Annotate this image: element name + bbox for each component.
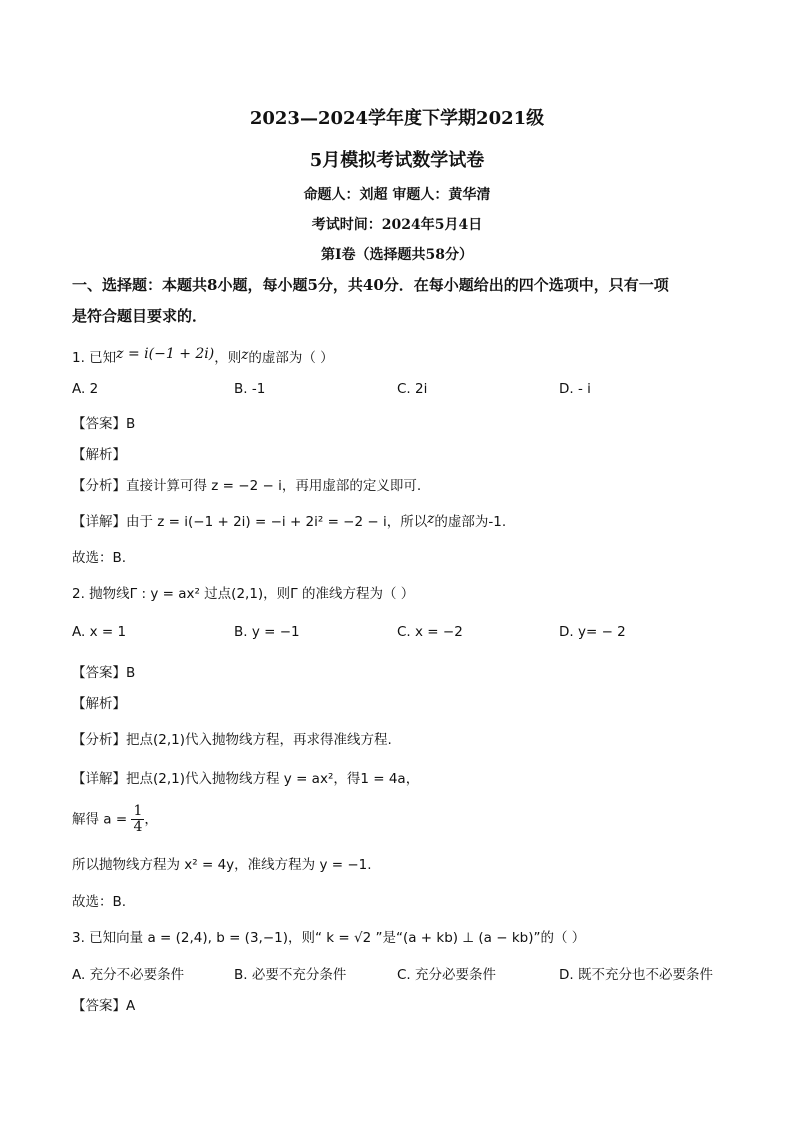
q1-xiangjie-text: 由于 z = i(−1 + 2i) = −i + 2i² = −2 − i，所以	[126, 514, 428, 530]
exam-authors: 命题人：刘超 审题人：黄华清	[303, 187, 491, 203]
q1-xiangjie-var: z	[427, 511, 435, 527]
answer-label: 【答案】	[72, 665, 126, 681]
answer-label: 【答案】	[72, 416, 126, 432]
q2-choose	[72, 890, 126, 910]
q3-option-b: B. 必要不充分条件	[234, 967, 347, 983]
q1-option-c: C. 2i	[397, 381, 428, 397]
choose-label: 故选：	[72, 894, 113, 910]
q1-option-d: D. - i	[559, 381, 591, 397]
q1-answer-value: B	[126, 416, 136, 432]
section-instruction-line2: 是符合题目要求的．	[72, 307, 208, 325]
q2-xiangjie	[72, 767, 419, 787]
q2-fraction-denominator: 4	[133, 819, 143, 835]
q1-analysis-label: 【解析】	[72, 447, 126, 463]
q1-expression: z = i(−1 + 2i)	[116, 346, 215, 362]
q2-option-a: A. x = 1	[72, 624, 127, 640]
answer-label: 【答案】	[72, 998, 126, 1014]
q2-stem: 2. 抛物线Γ : y = ax² 过点(2,1)，则Γ 的准线方程为（ ）	[72, 586, 415, 602]
q3-option-a: A. 充分不必要条件	[72, 967, 185, 983]
q1-xiangjie	[72, 510, 506, 530]
volume-heading: 第I卷（选择题共58分）	[320, 247, 474, 263]
q1-tail2: 的虚部为（ ）	[248, 350, 334, 366]
fenxi-label: 【分析】	[72, 478, 126, 494]
q2-fenxi	[72, 728, 392, 748]
q2-solve-prefix: 解得 a =	[72, 811, 128, 828]
q3-stem: 3. 已知向量 a = (2,4), b = (3,−1)，则“ k = √2 ”是“(a + kb) ⊥ (a − kb)”的（ ）	[72, 930, 586, 946]
q3-option-d: D. 既不充分也不必要条件	[559, 967, 713, 983]
q1-option-b: B. -1	[234, 381, 266, 397]
q2-answer	[72, 661, 135, 681]
xiangjie-label: 【详解】	[72, 514, 126, 530]
q1-var: z	[241, 347, 249, 363]
exam-time: 考试时间：2024年5月4日	[311, 217, 483, 233]
fenxi-label: 【分析】	[72, 732, 126, 748]
q2-option-b: B. y = −1	[234, 624, 300, 640]
q2-solve-suffix: ，	[144, 811, 158, 828]
q1-number: 1. 已知	[72, 350, 117, 366]
xiangjie-label: 【详解】	[72, 771, 126, 787]
q2-solve	[72, 804, 158, 835]
q2-option-d: D. y= − 2	[559, 624, 626, 640]
q2-analysis-label: 【解析】	[72, 696, 126, 712]
q1-xiangjie-text-b: 的虚部为-1.	[434, 514, 507, 530]
q1-choose	[72, 546, 126, 566]
choose-label: 故选：	[72, 550, 113, 566]
q1-fenxi-text: 直接计算可得 z = −2 − i，再用虚部的定义即可.	[126, 478, 422, 494]
q1-option-a: A. 2	[72, 381, 99, 397]
section-instruction-line1: 一、选择题：本题共8小题，每小题5分，共40分．在每小题给出的四个选项中，只有一项	[72, 276, 669, 294]
q2-fraction-numerator: 1	[133, 803, 143, 819]
exam-subtitle: 5月模拟考试数学试卷	[309, 150, 485, 171]
q1-stem	[72, 346, 334, 366]
q3-answer-value: A	[126, 998, 136, 1014]
q2-conclusion: 所以抛物线方程为 x² = 4y，准线方程为 y = −1.	[72, 857, 372, 873]
q1-fenxi	[72, 474, 421, 494]
exam-title: 2023—2024学年度下学期2021级	[249, 108, 545, 129]
q3-option-c: C. 充分必要条件	[397, 967, 497, 983]
q2-xiangjie-text: 把点(2,1)代入抛物线方程 y = ax²，得1 = 4a，	[126, 771, 420, 787]
q1-choose-value: B.	[112, 550, 127, 566]
q2-choose-value: B.	[112, 894, 127, 910]
q2-fraction	[131, 804, 144, 835]
q2-answer-value: B	[126, 665, 136, 681]
q2-option-c: C. x = −2	[397, 624, 463, 640]
q3-answer	[72, 994, 135, 1014]
q1-answer	[72, 412, 135, 432]
q1-tail: ，则	[214, 350, 242, 366]
q2-fenxi-text: 把点(2,1)代入抛物线方程，再求得准线方程.	[126, 732, 392, 748]
